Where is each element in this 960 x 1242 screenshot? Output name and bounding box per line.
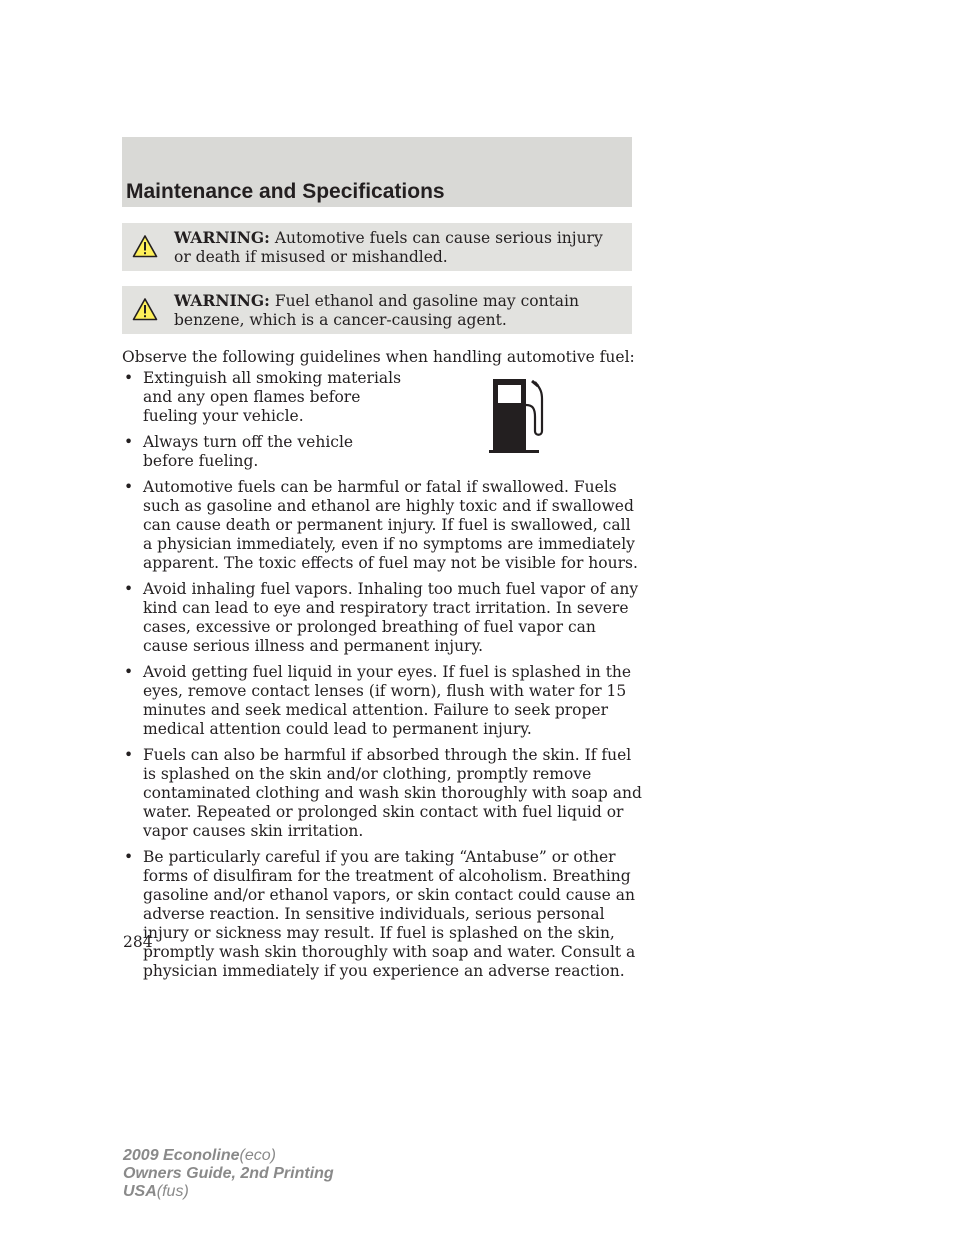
list-item xyxy=(122,663,642,739)
footer-model-code: (eco) xyxy=(239,1147,276,1164)
bullet-icon: • xyxy=(124,663,134,681)
list-item xyxy=(122,848,642,981)
warning-label: WARNING: xyxy=(174,291,270,310)
list-item-text: Extinguish all smoking materials and any open flames before fueling your vehicle. xyxy=(143,369,402,425)
warning-box xyxy=(122,223,632,271)
bullet-icon: • xyxy=(124,433,134,451)
footer-market: USA xyxy=(123,1183,157,1200)
bullet-icon: • xyxy=(124,746,134,764)
section-title: Maintenance and Specifications xyxy=(126,180,445,203)
warning-label: WARNING: xyxy=(174,228,270,247)
warning-body: Fuel ethanol and gasoline may contain benzene, which is a cancer-causing agent. xyxy=(174,292,579,329)
warning-triangle-icon xyxy=(132,234,158,258)
warning-body: Automotive fuels can cause serious injury or death if misused or mishandled. xyxy=(174,229,603,266)
list-item xyxy=(122,369,405,426)
footer-line xyxy=(123,1183,334,1201)
list-item-text: Always turn off the vehicle before fueling. xyxy=(143,433,354,470)
footer-model: 2009 Econoline xyxy=(123,1147,240,1164)
warning-text xyxy=(174,228,624,267)
list-item-text: Avoid inhaling fuel vapors. Inhaling too much fuel vapor of any kind can lead to eye and respiratory tract irritation. In severe cases, excessive or prolonged breathing of fuel vapor can cause serious illness and permanent injury. xyxy=(143,580,639,655)
warning-triangle-icon xyxy=(132,297,158,321)
fuel-guidelines-list xyxy=(122,369,642,988)
list-item xyxy=(122,433,405,471)
list-item-text: Automotive fuels can be harmful or fatal if swallowed. Fuels such as gasoline and ethanol are highly toxic and if swallowed can cause death or permanent injury. If fuel is swallowed, call a physician immediately, even if no symptoms are immediately apparent. The toxic effects of fuel may not be visible for hours. xyxy=(143,478,638,572)
bullet-icon: • xyxy=(124,848,134,866)
footer-line xyxy=(123,1147,334,1165)
bullet-icon: • xyxy=(124,580,134,598)
list-item xyxy=(122,478,642,573)
page-number: 284 xyxy=(123,933,153,951)
footer-line xyxy=(123,1165,334,1183)
list-item xyxy=(122,746,642,841)
list-item-text: Fuels can also be harmful if absorbed through the skin. If fuel is splashed on the skin and/or clothing, promptly remove contaminated clothing and wash skin thoroughly with soap and water. Repeated or prolonged skin contact with fuel liquid or vapor causes skin irritation. xyxy=(143,746,642,840)
list-item-text: Be particularly careful if you are taking “Antabuse” or other forms of disulfiram for the treatment of alcoholism. Breathing gasoline and/or ethanol vapors, or skin contact could cause an adverse reaction. In sensitive individuals, serious personal injury or sickness may result. If fuel is splashed on the skin, promptly wash skin thoroughly with soap and water. Consult a physician immediately if you experience an adverse reaction. xyxy=(143,848,636,980)
list-item-text: Avoid getting fuel liquid in your eyes. If fuel is splashed in the eyes, remove contact lenses (if worn), flush with water for 15 minutes and seek medical attention. Failure to seek proper medical attention could lead to permanent injury. xyxy=(143,663,632,738)
warning-box xyxy=(122,286,632,334)
footer-guide: Owners Guide, 2nd Printing xyxy=(123,1165,334,1182)
footer-market-code: (fus) xyxy=(156,1183,189,1200)
intro-paragraph: Observe the following guidelines when handling automotive fuel: xyxy=(122,348,635,366)
warning-text xyxy=(174,291,624,330)
document-footer xyxy=(123,1147,334,1201)
bullet-icon: • xyxy=(124,478,134,496)
bullet-icon: • xyxy=(124,369,134,387)
list-item xyxy=(122,580,642,656)
